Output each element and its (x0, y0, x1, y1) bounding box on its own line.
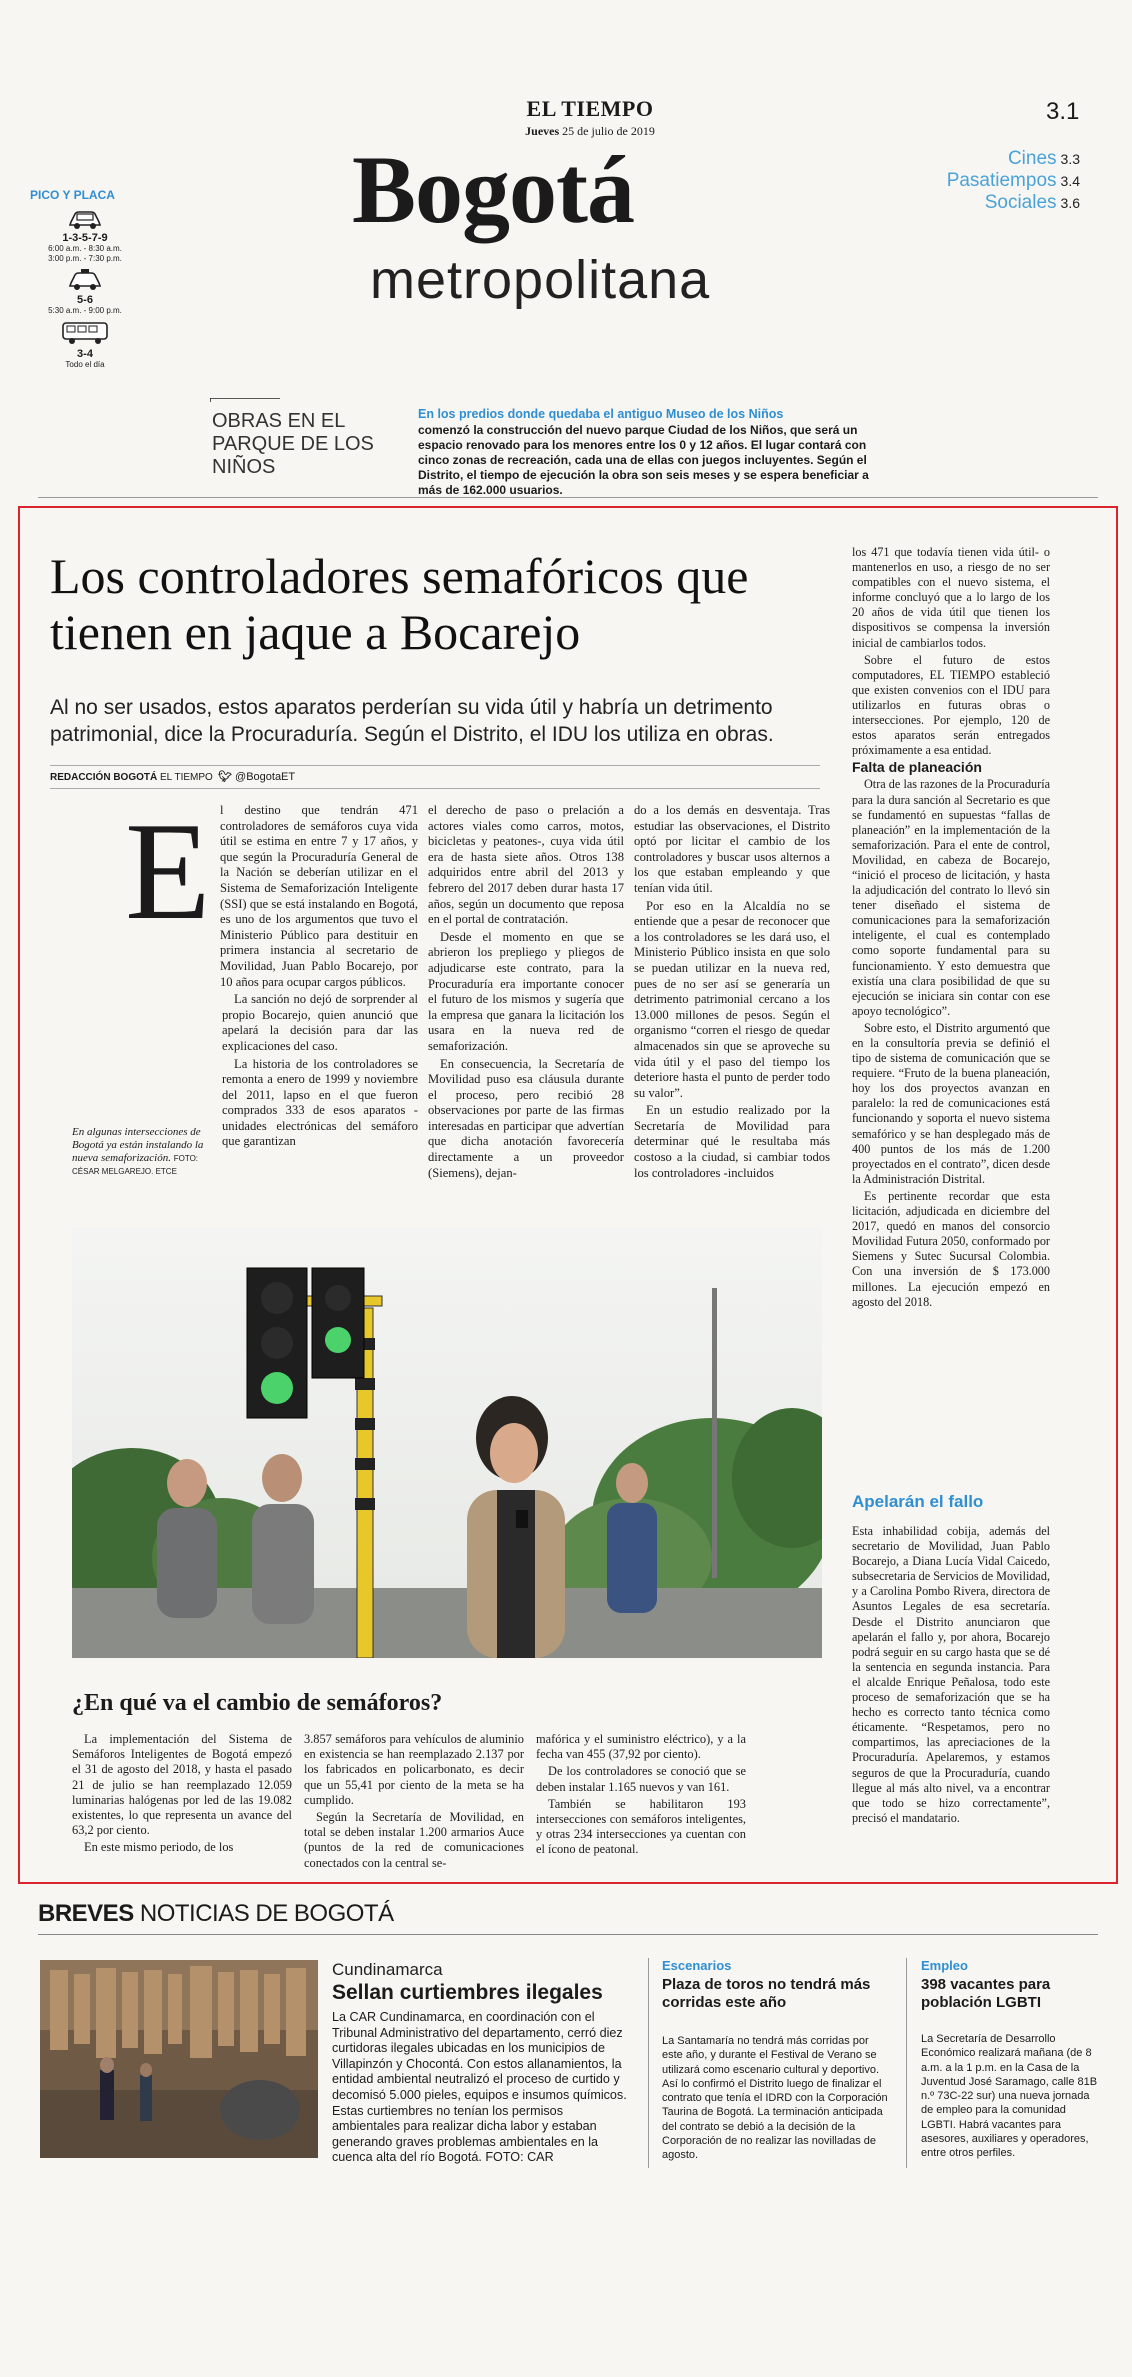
newspaper-name: EL TIEMPO (526, 96, 654, 121)
pico-y-placa-title: PICO Y PLACA (30, 188, 115, 202)
paragraph: De los controladores se conoció que se deben instalar 1.165 nuevos y van 161. (536, 1764, 746, 1794)
paragraph: Según la Secretaría de Movilidad, en total se deben instalar 1.200 armarios Auce (puntos de la red de comunicaciones conectados con la central se- (304, 1810, 524, 1870)
article-column-1 (222, 803, 418, 1152)
breves-heading (38, 1900, 394, 1928)
section-title: Bogotá (352, 136, 634, 243)
byline-author: REDACCIÓN BOGOTÁ (50, 772, 158, 783)
promo-text: comenzó la construcción del nuevo parque Ciudad de los Niños, que será un espacio renovado para los menores entre los 0 y 12 años. El lugar contará con cinco zonas de recreación, cada una de ellas con juegos incluyentes. Según el Distrito, el tiempo de ejecución la obra son seis meses y se espera beneficiar a más de 162.000 usuarios. (418, 423, 869, 497)
edition-weekday: Jueves (525, 124, 560, 138)
paragraph: En este mismo periodo, de los (84, 1840, 234, 1855)
paragraph: 3.857 semáforos para vehículos de aluminio en existencia se han reemplazado 2.137 por los fabricados en policarbonato, es decir que un 55,41 por ciento de la meta se ha cumplido. (304, 1732, 524, 1807)
paragraph: los 471 que todavía tienen vida útil- o mantenerlos en uso, a riesgo de no ser compatibles con el nuevo sistema, el informe concluyó que a lo largo de los 20 años de vida útil que tienen los dispositivos se compensa la inversión inicial de cambiarlos todos. (852, 545, 1050, 650)
index-page: 3.3 (1060, 151, 1080, 167)
edition-date-text: 25 de julio de 2019 (562, 124, 655, 138)
breve-1-text: La CAR Cundinamarca, en coordinación con el Tribunal Administrativo del departamento, cerró diez curtidoras ilegales ubicadas en los municipios de Villapinzón y Chocontá. Con estos allanamientos, la entidad ambiental neutralizó el proceso de curtido y decomisó 5.000 pieles, equipos e insumos químicos. Estas curtiembres no tenían los permisos ambientales para realizar dicha labor y estaban generando graves problemas ambientales en la cuenca alta del río Bogotá. FOTO: CAR (332, 2010, 627, 2165)
divider (50, 765, 820, 766)
paragraph: Sobre esto, el Distrito argumentó que en la consultoría previa se definió el tipo de sistema de comunicación que se requiere. “Fruto de la buena planeación, hoy los dos proyectos avanzan en paralelo: la red de comunicaciones está funcionando y soporta el nuevo sistema semafórico y se han desplegado más de 400 puntos de los más de 1.200 proyectados en el contrato”, dicen desde la Administración Distrital. (852, 1020, 1050, 1186)
breves-heading-rest: NOTICIAS DE BOGOTÁ (139, 1900, 394, 1927)
breve-3-text: La Secretaría de Desarrollo Económico realizará mañana (de 8 a.m. a la 1 p.m. en la Casa de la Juventud José Saramago, calle 81B n.º 73C-22 sur) una nueva jornada de empleo para la comunidad LGBTI. Habrá vacantes para asesores, auxiliares y operadores, entre otros perfiles. (921, 2033, 1098, 2160)
breve-2-title: Plaza de toros no tendrá más corridas este año (662, 1976, 871, 2011)
bus-time: Todo el día (65, 360, 105, 369)
car-icon (67, 208, 103, 230)
paragraph: La implementación del Sistema de Semáforos Inteligentes de Bogotá empezó el 31 de agosto del 2018, y hasta el pasado 21 de julio se han reemplazado 12.059 luminarias halógenas por led de las 19.082 existentes, lo que representa un avance del 63,2 por ciento. (72, 1732, 292, 1838)
box-column-1 (72, 1732, 292, 1858)
divider (50, 788, 820, 789)
breve-1-kicker: Cundinamarca (332, 1960, 443, 1979)
pico-y-placa-panel (30, 188, 140, 370)
drop-cap: E (125, 794, 211, 949)
private-car-digits: 1-3-5-7-9 (62, 232, 108, 244)
paragraph: el derecho de paso o prelación a actores viales como carros, motos, bicicletas y peatones-, cuya vida útil era de hasta siete años. Otros 138 adquiridos entre abril del 2013 y febrero del 2017 deben durar hasta 17 años, según un documento que reposa en el portal de contratación. (428, 803, 624, 927)
tannery-photo (40, 1960, 318, 2158)
index-page: 3.4 (1060, 173, 1080, 189)
paragraph: Otra de las razones de la Procuraduría para la dura sanción al Secretario es que se fundamentó en supuestas “fallas de planeación” en la implementación de la semaforización. Para el ente de control, Movilidad, en cabeza de Bocarejo, “inició el proceso de licitación, y hasta la adjudicación del contrato lo llevó sin tener diseñado el sistema de comunicaciones para la semaforización inteligente, el cual es contemplado como soporte fundamental para su funcionamiento. Y esto demuestra que existía una clara posibilidad de que su ejecución se iniciara sin contar con ese apoyo tecnológico”. (852, 777, 1050, 1018)
box-column-3 (536, 1732, 746, 1860)
section-subtitle: metropolitana (370, 250, 711, 310)
page-number: 3.1 (1046, 98, 1080, 125)
divider (38, 497, 1098, 498)
taxi-time: 5:30 a.m. - 9:00 p.m. (48, 306, 122, 315)
private-car-time: 6:00 a.m. - 8:30 a.m. (48, 244, 122, 253)
paragraph: mafórica y el suministro eléctrico), y a la fecha van 455 (37,92 por ciento). (536, 1732, 746, 1762)
article-column-4 (852, 545, 1050, 1312)
subhead-apelaran-el-fallo: Apelarán el fallo (852, 1492, 984, 1511)
article-column-3 (634, 803, 830, 1183)
paragraph: También se habilitaron 193 intersecciones con semáforos inteligentes, y otras 234 intersecciones ya cuentan con el ícono de peatonal. (536, 1796, 746, 1857)
index-entry-pasatiempos[interactable] (900, 170, 1080, 192)
section-index (900, 148, 1080, 214)
article-deck: Al no ser usados, estos aparatos perderían su vida útil y habría un detrimento patrimonial, dice la Procuraduría. Según el Distrito, el IDU los utiliza en obras. (50, 696, 774, 746)
box-title: ¿En qué va el cambio de semáforos? (72, 1690, 443, 1716)
byline-source: EL TIEMPO (160, 772, 213, 783)
index-entry-cines[interactable] (900, 148, 1080, 170)
photo-caption-text: En algunas intersecciones de Bogotá ya están instalando la nueva semaforización. (72, 1126, 204, 1164)
paragraph: l destino que tendrán 471 controladores de semáforos cuya vida útil se estima en entre 7 y 17 años, y que según la Procuraduría General de la Nación se deberían utilizar en el Sistema de Semaforización Inteligente (SSI) que se está instalando en Bogotá, es uno de los argumentos que tuvo el Ministerio Público para destituir en primera instancia al secretario de Movilidad, Juan Pablo Bocarejo, por 10 años para ocupar cargos públicos. (220, 803, 418, 989)
paragraph: Es pertinente recordar que esta licitación, adjudicada en diciembre del 2017, quedó en manos del consorcio Movilidad Futura 2050, conformado por Siemens y Sutec Sucursal Colombia. Con una inversión de $ 173.000 millones. La ejecución empezó en agosto del 2018. (852, 1188, 1050, 1309)
main-photo-traffic-light (72, 1228, 822, 1658)
divider (38, 1934, 1098, 1935)
twitter-icon: 🐦︎ (218, 771, 232, 783)
paragraph: En consecuencia, la Secretaría de Movilidad puso esa cláusula durante el proceso, pero recibió 28 observaciones por parte de las firmas interesadas en participar que advertían que dicha anotación favorecería directamente a un proveedor (Siemens), dejan- (428, 1056, 624, 1180)
breve-3-title: 398 vacantes para población LGBTI (921, 1976, 1051, 2011)
article-column-2 (428, 803, 624, 1183)
breve-3-kicker: Empleo (921, 1958, 968, 1973)
twitter-handle[interactable] (218, 770, 295, 783)
paragraph: do a los demás en desventaja. Tras estudiar las observaciones, el Distrito optó por licitar el cambio de los controladores y buscar usos alternos a los que estaban empleando y que tenían vida útil. (634, 803, 830, 895)
index-label: Sociales (984, 192, 1057, 213)
subhead-falta-de-planeacion: Falta de planeación (852, 759, 982, 776)
private-car-time: 3:00 p.m. - 7:30 p.m. (48, 254, 122, 263)
taxi-icon (67, 268, 103, 292)
promo-kicker: En los predios donde quedaba el antiguo Museo de los Niños (418, 407, 784, 421)
index-label: Pasatiempos (946, 170, 1057, 191)
paragraph: Esta inhabilidad cobija, además del secretario de Movilidad, Juan Pablo Bocarejo, a Diana Lucía Vidal Caicedo, subsecretaria de Servicios de Movilidad, y a Carolina Pombo Rivera, directora de Asuntos Legales de esa secretaría. Desde el Distrito anunciaron que apelarán el fallo y, por ahora, Bocarejo podrá seguir en su cargo hasta que se dé la sentencia en segunda instancia. Para el alcalde Enrique Peñalosa, todo este proceso de semaforización que se ha hecho es correcto tanto técnica como éticamente. “Respetamos, pero no compartimos, las apreciaciones de la Procuraduría. Apelaremos, y estamos seguros de que la Procuraduría, cuando llegue al más alto nivel, va a encontrar que todo se hizo correctamente”, precisó el mandatario. (852, 1524, 1050, 1825)
article-column-4-lower (852, 1524, 1050, 1828)
taxi-digits: 5-6 (77, 294, 93, 306)
paragraph: Sobre el futuro de estos computadores, EL TIEMPO estableció que existen convenios con el IDU para utilizarlos en futuras obras o intersecciones. Por ejemplo, 120 de estos aparatos serán entregados próximamente a esa entidad. (852, 652, 1050, 758)
byline (50, 772, 213, 783)
breve-2-kicker: Escenarios (662, 1958, 732, 1973)
index-entry-sociales[interactable] (900, 192, 1080, 214)
breve-1-title: Sellan curtiembres ilegales (332, 1981, 603, 2004)
promo-title[interactable]: OBRAS EN EL PARQUE DE LOS NIÑOS (212, 410, 374, 478)
article-headline: Los controladores semafóricos que tienen en jaque a Bocarejo (50, 548, 749, 660)
box-column-2 (304, 1732, 524, 1873)
index-label: Cines (1007, 148, 1057, 169)
photo-caption (72, 1126, 204, 1178)
breve-2-text: La Santamaría no tendrá más corridas por este año, y durante el Festival de Verano se utilizará como escenario cultural y deportivo. Así lo confirmó el Distrito luego de finalizar el contrato que tenía el IDRD con la Corporación Taurina de Bogotá. La terminación anticipada del contrato se debió a la decisión de la Corporación de no realizar las novilladas de agosto. (662, 2035, 888, 2162)
paragraph: Por eso en la Alcaldía no se entiende que a pesar de reconocer que a los controladores se les dará uso, el Ministerio Público insista en que solo se puedan utilizar en la nueva red, pues de no ser así se generaría un detrimento patrimonial cercano a los 13.000 millones de pesos. Según el organismo “corren el riesgo de quedar almacenados sin que se aproveche su vida útil y el paso del tiempo los deteriore hasta el punto de perder todo su valor”. (634, 898, 830, 1100)
paragraph: La historia de los controladores se remonta a enero de 1999 y noviembre del 2011, lapso en el que fueron comprados 333 de esos aparatos -unidades electrónicas del semáforo que garantizan (222, 1056, 418, 1149)
paragraph: Desde el momento en que se abrieron los prepliego y pliegos de adjudicarse este contrato, para la Procuraduría era importante conocer el futuro de los mismos y sugería que la empresa que ganara la licitación los usara en la nueva red de semaforización. (428, 929, 624, 1053)
paragraph: La sanción no dejó de sorprender al propio Bocarejo, quien anunció que apelará la decisión para dar las explicaciones del caso. (222, 992, 418, 1053)
twitter-handle-text: @BogotaET (235, 771, 296, 783)
bus-digits: 3-4 (77, 348, 93, 360)
breves-heading-bold: BREVES (38, 1900, 134, 1927)
divider (906, 1958, 907, 2168)
photo-credit: FOTO: CÉSAR MELGAREJO. ETCE (72, 1154, 199, 1176)
index-page: 3.6 (1060, 195, 1080, 211)
divider (648, 1958, 649, 2168)
paragraph: En un estudio realizado por la Secretaría de Movilidad para determinar qué le resultaba más costoso a la ciudad, si cambiar todos los controladores -incluidos (634, 1103, 830, 1180)
bus-icon (61, 320, 109, 346)
